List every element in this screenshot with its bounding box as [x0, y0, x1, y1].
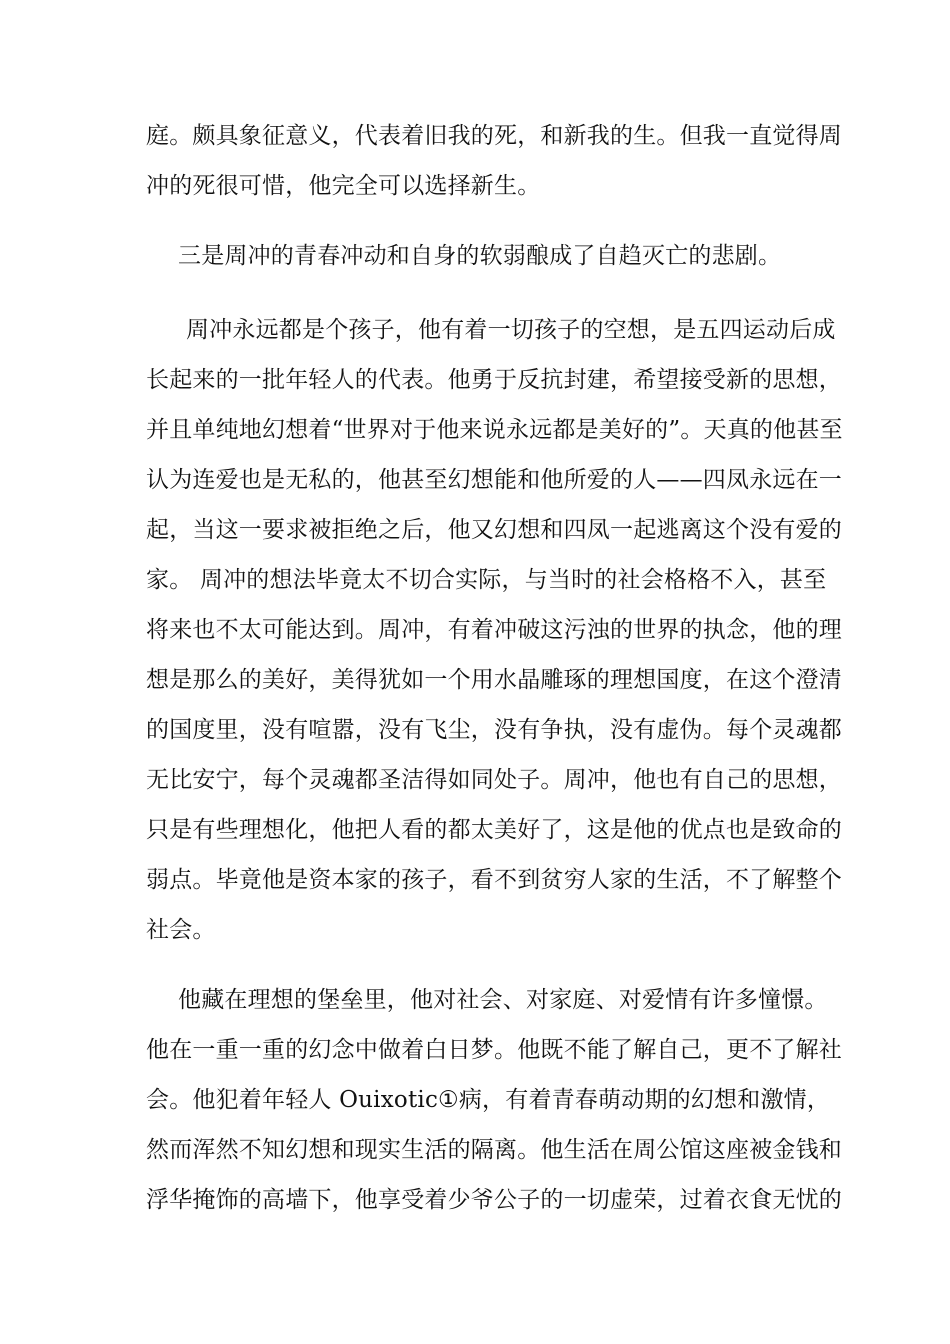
text-line: 他在一重一重的幻念中做着白日梦。他既不能了解自己，更不了解社 [146, 1037, 842, 1063]
text-line: 起，当这一要求被拒绝之后，他又幻想和四凤一起逃离这个没有爱的 [146, 517, 842, 543]
text-line: 然而浑然不知幻想和现实生活的隔离。他生活在周公馆这座被金钱和 [146, 1137, 842, 1163]
text-line: 会。他犯着年轻人 Ouixotic①病，有着青春萌动期的幻想和激情， [146, 1087, 831, 1113]
text-line: 的国度里，没有喧嚣，没有飞尘，没有争执，没有虚伪。每个灵魂都 [146, 717, 842, 743]
text-line: 周冲永远都是个孩子，他有着一切孩子的空想，是五四运动后成 [186, 317, 836, 343]
text-line: 冲的死很可惜，他完全可以选择新生。 [146, 173, 541, 199]
text-line: 他藏在理想的堡垒里，他对社会、对家庭、对爱情有许多憧憬。 [178, 987, 828, 1013]
text-line: 想是那么的美好，美得犹如一个用水晶雕琢的理想国度，在这个澄清 [146, 667, 842, 693]
text-line: 将来也不太可能达到。周冲，有着冲破这污浊的世界的执念，他的理 [146, 617, 842, 643]
text-line: 弱点。毕竟他是资本家的孩子，看不到贫穷人家的生活，不了解整个 [146, 867, 842, 893]
text-line: 无比安宁，每个灵魂都圣洁得如同处子。周冲，他也有自己的思想， [146, 767, 842, 793]
text-line: 社会。 [146, 917, 216, 943]
text-line: 认为连爱也是无私的，他甚至幻想能和他所爱的人——四凤永远在一 [146, 467, 842, 493]
text-line: 只是有些理想化，他把人看的都太美好了，这是他的优点也是致命的 [146, 817, 842, 843]
text-line: 并且单纯地幻想着“世界对于他来说永远都是美好的”。天真的他甚至 [146, 417, 843, 443]
text-line: 庭。颇具象征意义，代表着旧我的死，和新我的生。但我一直觉得周 [146, 123, 842, 149]
text-line: 浮华掩饰的高墙下，他享受着少爷公子的一切虚荣，过着衣食无忧的 [146, 1187, 842, 1213]
text-line: 三是周冲的青春冲动和自身的软弱酿成了自趋灭亡的悲剧。 [178, 243, 782, 269]
text-line: 长起来的一批年轻人的代表。他勇于反抗封建，希望接受新的思想， [146, 367, 842, 393]
text-line: 家。 周冲的想法毕竟太不切合实际，与当时的社会格格不入，甚至 [146, 567, 827, 593]
